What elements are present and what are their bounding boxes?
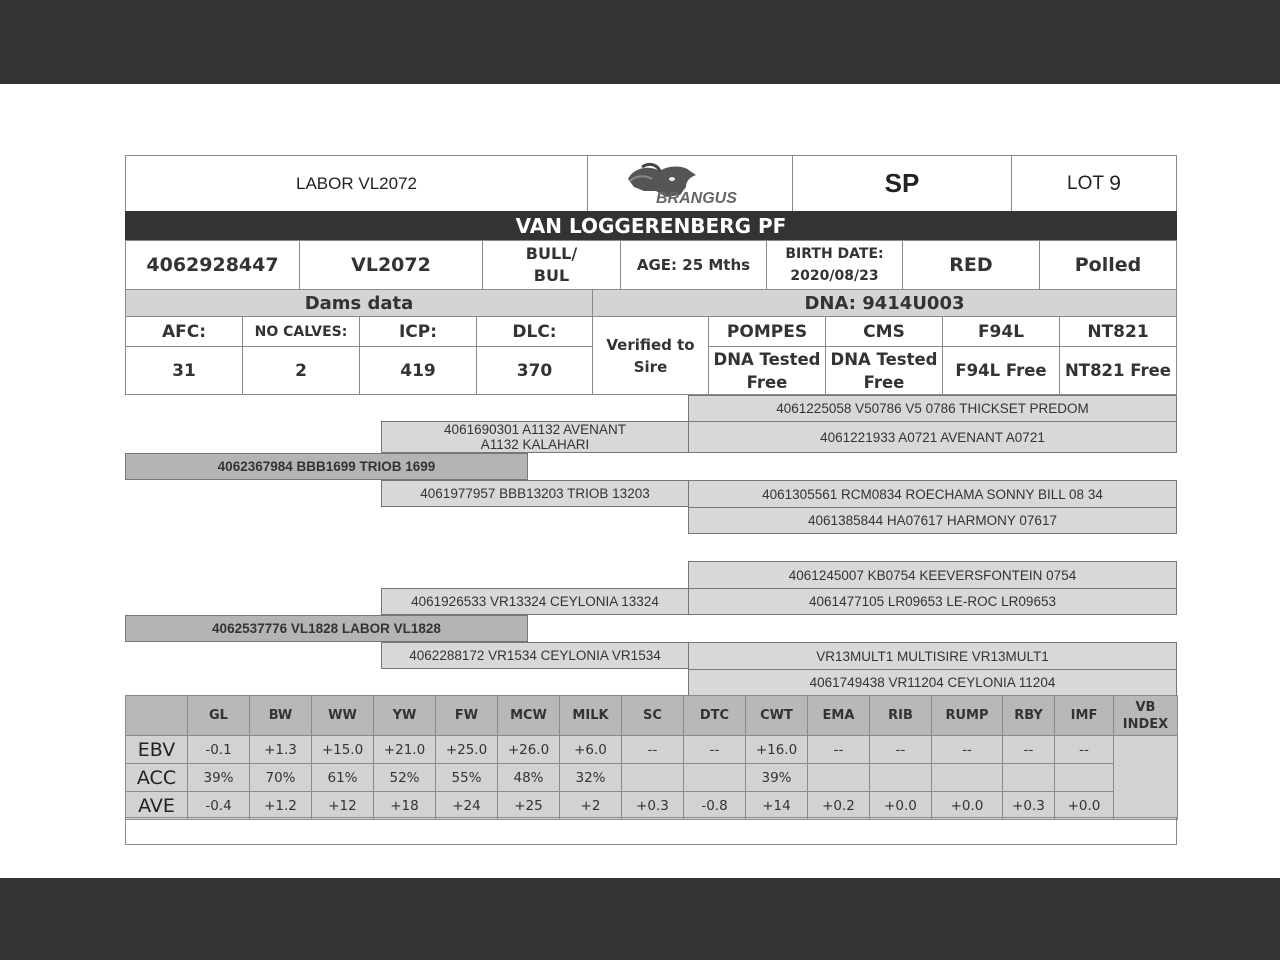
acc-cell: 70% <box>250 764 312 792</box>
f94l-result: F94L Free <box>942 346 1060 395</box>
lot-number <box>1011 155 1177 212</box>
ebv-cell: -- <box>684 736 746 764</box>
ave-cell: +24 <box>436 792 498 820</box>
icp-label: ICP: <box>359 316 477 347</box>
acc-cell <box>622 764 684 792</box>
colour: RED <box>902 240 1040 290</box>
ebv-cell: -- <box>1055 736 1114 764</box>
vb-index-value <box>1114 736 1178 820</box>
col-header: WW <box>312 696 374 736</box>
pedigree-dam-sire: 4061926533 VR13324 CEYLONIA 13324 <box>381 588 689 615</box>
ebv-cell: -- <box>808 736 870 764</box>
sex: BULL/ BUL <box>482 240 621 290</box>
ebv-cell: +16.0 <box>746 736 808 764</box>
acc-cell: 39% <box>746 764 808 792</box>
cms-label: CMS <box>825 316 943 347</box>
footer-blank-row <box>125 817 1177 845</box>
nt821-result: NT821 Free <box>1059 346 1177 395</box>
animal-id: VL2072 <box>299 240 483 290</box>
registration-number: 4062928447 <box>125 240 300 290</box>
acc-cell <box>1055 764 1114 792</box>
pedigree-sire-dam: 4061977957 BBB13203 TRIOB 13203 <box>381 480 689 507</box>
verified-to-sire: Verified to Sire <box>592 316 709 395</box>
acc-cell: 48% <box>498 764 560 792</box>
brangus-logo <box>587 155 793 212</box>
acc-cell <box>870 764 932 792</box>
ebv-header-row <box>126 696 1178 736</box>
birth-date: BIRTH DATE: 2020/08/23 <box>766 240 903 290</box>
age: AGE: 25 Mths <box>620 240 767 290</box>
ave-cell: -0.4 <box>188 792 250 820</box>
ebv-cell: +25.0 <box>436 736 498 764</box>
ebv-corner-cell <box>126 696 188 736</box>
pedigree-sire-dam-dam: 4061385844 HA07617 HARMONY 07617 <box>688 507 1177 534</box>
breeder-banner: VAN LOGGERENBERG PF <box>125 211 1177 241</box>
acc-cell: 32% <box>560 764 622 792</box>
pedigree-sire: 4062367984 BBB1699 TRIOB 1699 <box>125 453 528 480</box>
ebv-cell: +21.0 <box>374 736 436 764</box>
nt821-label: NT821 <box>1059 316 1177 347</box>
logo-text: BRANGUS <box>656 189 737 207</box>
ave-cell: +1.2 <box>250 792 312 820</box>
ebv-cell: +1.3 <box>250 736 312 764</box>
no-calves-value: 2 <box>242 346 360 395</box>
ebv-table <box>125 695 1178 820</box>
col-header: DTC <box>684 696 746 736</box>
ave-cell: +12 <box>312 792 374 820</box>
acc-row <box>126 764 1178 792</box>
acc-cell <box>932 764 1003 792</box>
ebv-row <box>126 736 1178 764</box>
f94l-label: F94L <box>942 316 1060 347</box>
ave-cell: +0.0 <box>932 792 1003 820</box>
ebv-cell: -- <box>870 736 932 764</box>
icp-value: 419 <box>359 346 477 395</box>
lot-label: LOT <box>1067 172 1104 194</box>
ebv-cell: +6.0 <box>560 736 622 764</box>
col-header: MCW <box>498 696 560 736</box>
ave-cell: +0.2 <box>808 792 870 820</box>
col-header: BW <box>250 696 312 736</box>
col-header: RUMP <box>932 696 1003 736</box>
pedigree-sire-sire-sire: 4061225058 V50786 V5 0786 THICKSET PREDOM <box>688 395 1177 422</box>
col-header: MILK <box>560 696 622 736</box>
pedigree-dam-dam-sire: VR13MULT1 MULTISIRE VR13MULT1 <box>688 642 1177 670</box>
ave-cell: +0.3 <box>1003 792 1055 820</box>
status-code: SP <box>792 155 1012 212</box>
pedigree-dam-sire-dam: 4061477105 LR09653 LE-ROC LR09653 <box>688 588 1177 615</box>
pompes-result: DNA Tested Free <box>708 346 826 395</box>
ave-cell: +0.0 <box>870 792 932 820</box>
acc-cell <box>684 764 746 792</box>
ave-cell: +25 <box>498 792 560 820</box>
dlc-label: DLC: <box>476 316 593 347</box>
vb-index-header: VB INDEX <box>1114 696 1178 736</box>
pedigree-dam-dam: 4062288172 VR1534 CEYLONIA VR1534 <box>381 642 689 669</box>
ave-cell: +0.3 <box>622 792 684 820</box>
animal-name: LABOR VL2072 <box>125 155 588 212</box>
no-calves-label: NO CALVES: <box>242 316 360 347</box>
col-header: SC <box>622 696 684 736</box>
bottom-black-band <box>0 878 1280 960</box>
col-header: EMA <box>808 696 870 736</box>
pompes-label: POMPES <box>708 316 826 347</box>
pedigree-dam: 4062537776 VL1828 LABOR VL1828 <box>125 615 528 642</box>
acc-cell <box>808 764 870 792</box>
ave-cell: +2 <box>560 792 622 820</box>
col-header: IMF <box>1055 696 1114 736</box>
ave-cell: +14 <box>746 792 808 820</box>
bull-head-icon <box>620 161 760 207</box>
ebv-cell: -- <box>932 736 1003 764</box>
horn-status: Polled <box>1039 240 1177 290</box>
afc-value: 31 <box>125 346 243 395</box>
acc-cell <box>1003 764 1055 792</box>
ave-cell: +0.0 <box>1055 792 1114 820</box>
ebv-cell: +15.0 <box>312 736 374 764</box>
pedigree-sire-dam-sire: 4061305561 RCM0834 ROECHAMA SONNY BILL 08 34 <box>688 480 1177 508</box>
ebv-cell: -- <box>622 736 684 764</box>
pedigree-dam-sire-sire: 4061245007 KB0754 KEEVERSFONTEIN 0754 <box>688 561 1177 589</box>
acc-cell: 55% <box>436 764 498 792</box>
dna-title: DNA: 9414U003 <box>592 289 1177 317</box>
pedigree-sire-sire-dam: 4061221933 A0721 AVENANT A0721 <box>688 421 1177 453</box>
cms-result: DNA Tested Free <box>825 346 943 395</box>
ave-row <box>126 792 1178 820</box>
col-header: FW <box>436 696 498 736</box>
ebv-cell: +26.0 <box>498 736 560 764</box>
dlc-value: 370 <box>476 346 593 395</box>
acc-cell: 61% <box>312 764 374 792</box>
col-header: GL <box>188 696 250 736</box>
ave-cell: -0.8 <box>684 792 746 820</box>
lot-value: 9 <box>1109 171 1121 195</box>
top-black-band <box>0 0 1280 84</box>
col-header: RIB <box>870 696 932 736</box>
ebv-cell: -- <box>1003 736 1055 764</box>
col-header: CWT <box>746 696 808 736</box>
acc-cell: 52% <box>374 764 436 792</box>
col-header: RBY <box>1003 696 1055 736</box>
ave-cell: +18 <box>374 792 436 820</box>
row-label: AVE <box>126 792 188 820</box>
row-label: EBV <box>126 736 188 764</box>
pedigree-sire-sire: 4061690301 A1132 AVENANT A1132 KALAHARI <box>381 421 689 453</box>
dams-data-title: Dams data <box>125 289 593 317</box>
acc-cell: 39% <box>188 764 250 792</box>
pedigree-dam-dam-dam: 4061749438 VR11204 CEYLONIA 11204 <box>688 669 1177 696</box>
ebv-cell: -0.1 <box>188 736 250 764</box>
row-label: ACC <box>126 764 188 792</box>
afc-label: AFC: <box>125 316 243 347</box>
col-header: YW <box>374 696 436 736</box>
